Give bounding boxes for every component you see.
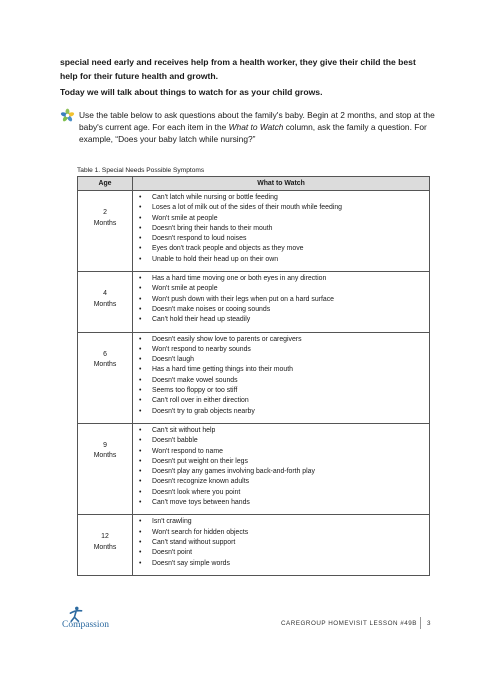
symptom-item: • Doesn't make noises or cooing sounds	[133, 305, 429, 315]
symptom-item: • Doesn't make vowel sounds	[133, 376, 429, 386]
age-cell	[78, 191, 133, 272]
intro-line-2: help for their future health and growth.	[60, 70, 219, 81]
age-number: 12	[101, 533, 109, 541]
symptom-list	[133, 274, 429, 325]
symptom-item: • Has a hard time getting things into their mouth	[133, 365, 429, 375]
table-caption: Table 1. Special Needs Possible Symptoms	[77, 167, 205, 174]
age-unit: Months	[93, 543, 117, 551]
table-body	[78, 191, 430, 576]
age-cell	[78, 515, 133, 575]
footer-divider	[420, 617, 421, 629]
instructions-text	[79, 109, 437, 146]
symptom-list	[133, 335, 429, 417]
table-header-row	[78, 177, 430, 191]
intro-line-1: special need early and receives help from a health worker, they give their child the best	[60, 57, 416, 67]
symptom-item: • Can't hold their head up steadily	[133, 315, 429, 325]
symptom-item: • Unable to hold their head up on their own	[133, 255, 429, 265]
logo-text: Compassion	[62, 620, 109, 630]
symptom-list	[133, 426, 429, 508]
symptom-item: • Doesn't put weight on their legs	[133, 457, 429, 467]
symptom-list	[133, 193, 429, 265]
watch-cell	[133, 272, 430, 332]
symptom-item: • Can't move toys between hands	[133, 498, 429, 508]
symptom-item: • Can't sit without help	[133, 426, 429, 436]
age-unit: Months	[93, 361, 117, 369]
instructions-part-1: Use the table below to ask questions about the family's baby. Begin at 2 months, and stop at the baby's current age. For each item in the	[79, 110, 435, 133]
symptom-item: • Won't search for hidden objects	[133, 528, 429, 538]
symptom-item: • Won't respond to name	[133, 447, 429, 457]
symptom-item: • Doesn't respond to loud noises	[133, 234, 429, 244]
symptom-item: • Loses a lot of milk out of the sides of their mouth while feeding	[133, 203, 429, 213]
age-cell	[78, 423, 133, 514]
watch-cell	[133, 423, 430, 514]
symptom-item: • Won't respond to nearby sounds	[133, 345, 429, 355]
age-cell	[78, 332, 133, 423]
symptom-list	[133, 517, 429, 568]
age-unit: Months	[93, 452, 117, 460]
watch-cell	[133, 332, 430, 423]
symptoms-table	[77, 176, 430, 576]
age-number: 9	[103, 441, 107, 449]
table-row	[78, 515, 430, 575]
symptom-item: • Doesn't easily show love to parents or caregivers	[133, 335, 429, 345]
symptom-item: • Can't latch while nursing or bottle feeding	[133, 193, 429, 203]
symptom-item: • Seems too floppy or too stiff	[133, 386, 429, 396]
watch-cell	[133, 191, 430, 272]
symptom-item: • Doesn't play any games involving back-and-forth play	[133, 467, 429, 477]
instructions-part-2: column, ask the family a question. For example, “Does your baby latch while nursing?”	[79, 122, 427, 145]
symptom-item: • Doesn't look where you point	[133, 488, 429, 498]
table-row	[78, 332, 430, 423]
symptom-item: • Doesn't say simple words	[133, 559, 429, 569]
watch-column-header: What to Watch	[133, 177, 430, 191]
age-number: 4	[103, 290, 107, 298]
age-number: 2	[103, 209, 107, 216]
symptom-item: • Doesn't babble	[133, 436, 429, 446]
symptom-item: • Won't smile at people	[133, 284, 429, 294]
today-heading: Today we will talk about things to watch for as your child grows.	[60, 87, 323, 97]
symptom-item: • Doesn't recognize known adults	[133, 477, 429, 487]
intro-paragraph	[60, 56, 440, 83]
table-row	[78, 191, 430, 272]
symptom-item: • Eyes don't track people and objects as they move	[133, 244, 429, 254]
symptom-item: • Doesn't bring their hands to their mouth	[133, 224, 429, 234]
page-number: 3	[427, 620, 431, 627]
age-unit: Months	[93, 300, 117, 308]
sparkle-flower-icon	[60, 108, 75, 123]
table-row	[78, 272, 430, 332]
symptom-item: • Doesn't laugh	[133, 355, 429, 365]
symptom-item: • Has a hard time moving one or both eyes in any direction	[133, 274, 429, 284]
age-column-header: Age	[78, 177, 133, 191]
table-row	[78, 423, 430, 514]
age-cell	[78, 272, 133, 332]
footer-lesson-label: CAREGROUP HOMEVISIT LESSON #49B	[281, 620, 417, 627]
symptom-item: • Can't roll over in either direction	[133, 396, 429, 406]
symptom-item: • Won't push down with their legs when put on a hard surface	[133, 295, 429, 305]
symptom-item: • Isn't crawling	[133, 517, 429, 527]
symptom-item: • Doesn't try to grab objects nearby	[133, 407, 429, 417]
symptom-item: • Doesn't point	[133, 548, 429, 558]
instructions-italic: What to Watch	[228, 122, 284, 133]
age-unit: Months	[93, 219, 117, 227]
age-number: 6	[103, 350, 107, 358]
symptom-item: • Can't stand without support	[133, 538, 429, 548]
watch-cell	[133, 515, 430, 575]
symptom-item: • Won't smile at people	[133, 214, 429, 224]
